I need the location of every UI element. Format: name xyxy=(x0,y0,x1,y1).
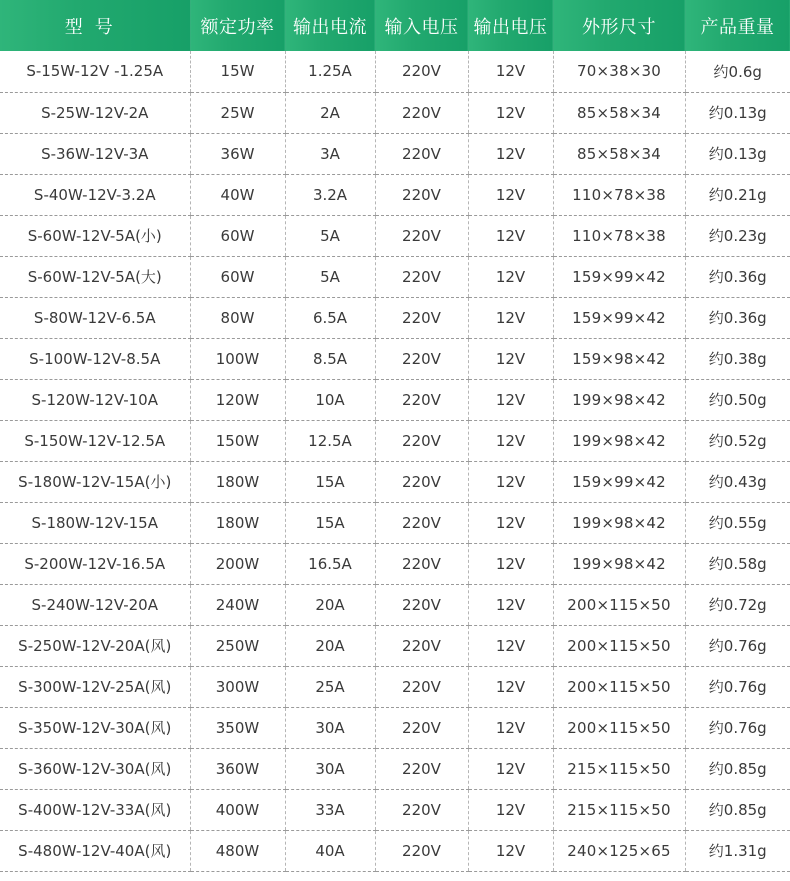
cell-output-voltage: 12V xyxy=(468,625,553,666)
table-row xyxy=(0,707,790,748)
cell-model: S-80W-12V-6.5A xyxy=(0,297,190,338)
cell-model: S-40W-12V-3.2A xyxy=(0,174,190,215)
cell-weight: 约0.76g xyxy=(685,707,790,748)
cell-input-voltage: 220V xyxy=(375,215,468,256)
cell-model: S-300W-12V-25A(风) xyxy=(0,666,190,707)
cell-model: S-100W-12V-8.5A xyxy=(0,338,190,379)
cell-output-current: 25A xyxy=(285,666,375,707)
cell-weight: 约0.58g xyxy=(685,543,790,584)
table-row xyxy=(0,461,790,502)
cell-output-voltage: 12V xyxy=(468,256,553,297)
cell-dimensions: 199×98×42 xyxy=(553,379,685,420)
cell-dimensions: 200×115×50 xyxy=(553,584,685,625)
cell-model: S-36W-12V-3A xyxy=(0,133,190,174)
cell-output-voltage: 12V xyxy=(468,51,553,92)
cell-model: S-200W-12V-16.5A xyxy=(0,543,190,584)
cell-weight: 约0.6g xyxy=(685,51,790,92)
cell-rated-power: 36W xyxy=(190,133,285,174)
cell-output-current: 30A xyxy=(285,748,375,789)
cell-model: S-400W-12V-33A(风) xyxy=(0,789,190,830)
table-row xyxy=(0,338,790,379)
cell-input-voltage: 220V xyxy=(375,420,468,461)
cell-output-voltage: 12V xyxy=(468,461,553,502)
cell-dimensions: 200×115×50 xyxy=(553,666,685,707)
table-row xyxy=(0,789,790,830)
cell-output-voltage: 12V xyxy=(468,215,553,256)
cell-output-current: 6.5A xyxy=(285,297,375,338)
cell-input-voltage: 220V xyxy=(375,789,468,830)
cell-weight: 约0.38g xyxy=(685,338,790,379)
cell-output-current: 30A xyxy=(285,707,375,748)
cell-input-voltage: 220V xyxy=(375,830,468,871)
cell-model: S-25W-12V-2A xyxy=(0,92,190,133)
cell-model: S-15W-12V -1.25A xyxy=(0,51,190,92)
cell-rated-power: 40W xyxy=(190,174,285,215)
cell-output-voltage: 12V xyxy=(468,707,553,748)
table-header xyxy=(0,0,790,51)
cell-output-voltage: 12V xyxy=(468,297,553,338)
cell-dimensions: 199×98×42 xyxy=(553,420,685,461)
header-input-voltage: 输入电压 xyxy=(375,0,468,51)
cell-output-current: 33A xyxy=(285,789,375,830)
cell-input-voltage: 220V xyxy=(375,51,468,92)
cell-weight: 约0.76g xyxy=(685,625,790,666)
cell-model: S-180W-12V-15A(小) xyxy=(0,461,190,502)
cell-dimensions: 159×98×42 xyxy=(553,338,685,379)
cell-dimensions: 85×58×34 xyxy=(553,92,685,133)
cell-output-voltage: 12V xyxy=(468,174,553,215)
table-row xyxy=(0,215,790,256)
cell-dimensions: 159×99×42 xyxy=(553,461,685,502)
cell-input-voltage: 220V xyxy=(375,133,468,174)
cell-model: S-180W-12V-15A xyxy=(0,502,190,543)
cell-rated-power: 360W xyxy=(190,748,285,789)
cell-weight: 约0.13g xyxy=(685,92,790,133)
cell-dimensions: 199×98×42 xyxy=(553,543,685,584)
cell-output-voltage: 12V xyxy=(468,502,553,543)
cell-rated-power: 120W xyxy=(190,379,285,420)
cell-input-voltage: 220V xyxy=(375,92,468,133)
header-rated-power: 额定功率 xyxy=(190,0,285,51)
cell-model: S-350W-12V-30A(风) xyxy=(0,707,190,748)
cell-dimensions: 85×58×34 xyxy=(553,133,685,174)
cell-dimensions: 200×115×50 xyxy=(553,625,685,666)
cell-weight: 约0.76g xyxy=(685,666,790,707)
table-row xyxy=(0,748,790,789)
cell-weight: 约0.85g xyxy=(685,748,790,789)
table-row xyxy=(0,174,790,215)
cell-model: S-360W-12V-30A(风) xyxy=(0,748,190,789)
cell-output-current: 40A xyxy=(285,830,375,871)
table-row xyxy=(0,297,790,338)
table-row xyxy=(0,256,790,297)
cell-dimensions: 159×99×42 xyxy=(553,297,685,338)
cell-output-voltage: 12V xyxy=(468,789,553,830)
header-model: 型号 xyxy=(0,0,190,51)
cell-dimensions: 200×115×50 xyxy=(553,707,685,748)
cell-output-current: 20A xyxy=(285,584,375,625)
cell-input-voltage: 220V xyxy=(375,461,468,502)
cell-weight: 约0.52g xyxy=(685,420,790,461)
cell-input-voltage: 220V xyxy=(375,256,468,297)
cell-rated-power: 300W xyxy=(190,666,285,707)
cell-output-voltage: 12V xyxy=(468,666,553,707)
cell-rated-power: 240W xyxy=(190,584,285,625)
table-row xyxy=(0,830,790,871)
cell-input-voltage: 220V xyxy=(375,748,468,789)
cell-output-voltage: 12V xyxy=(468,584,553,625)
cell-output-current: 8.5A xyxy=(285,338,375,379)
cell-output-current: 2A xyxy=(285,92,375,133)
cell-input-voltage: 220V xyxy=(375,338,468,379)
header-dimensions: 外形尺寸 xyxy=(553,0,685,51)
cell-input-voltage: 220V xyxy=(375,666,468,707)
cell-rated-power: 15W xyxy=(190,51,285,92)
cell-model: S-60W-12V-5A(小) xyxy=(0,215,190,256)
cell-dimensions: 110×78×38 xyxy=(553,215,685,256)
cell-output-current: 12.5A xyxy=(285,420,375,461)
cell-dimensions: 110×78×38 xyxy=(553,174,685,215)
cell-weight: 约0.13g xyxy=(685,133,790,174)
cell-output-voltage: 12V xyxy=(468,338,553,379)
cell-rated-power: 180W xyxy=(190,461,285,502)
cell-rated-power: 250W xyxy=(190,625,285,666)
cell-model: S-480W-12V-40A(风) xyxy=(0,830,190,871)
cell-output-voltage: 12V xyxy=(468,133,553,174)
cell-input-voltage: 220V xyxy=(375,707,468,748)
cell-model: S-240W-12V-20A xyxy=(0,584,190,625)
cell-output-current: 3A xyxy=(285,133,375,174)
cell-rated-power: 180W xyxy=(190,502,285,543)
cell-rated-power: 480W xyxy=(190,830,285,871)
cell-dimensions: 240×125×65 xyxy=(553,830,685,871)
cell-weight: 约1.31g xyxy=(685,830,790,871)
header-row xyxy=(0,0,790,51)
cell-model: S-120W-12V-10A xyxy=(0,379,190,420)
cell-input-voltage: 220V xyxy=(375,379,468,420)
table-row xyxy=(0,379,790,420)
table-row xyxy=(0,51,790,92)
table-row xyxy=(0,625,790,666)
cell-rated-power: 350W xyxy=(190,707,285,748)
cell-model: S-250W-12V-20A(风) xyxy=(0,625,190,666)
header-output-current: 输出电流 xyxy=(285,0,375,51)
cell-dimensions: 159×99×42 xyxy=(553,256,685,297)
cell-rated-power: 100W xyxy=(190,338,285,379)
cell-rated-power: 60W xyxy=(190,256,285,297)
table-row xyxy=(0,133,790,174)
cell-output-voltage: 12V xyxy=(468,543,553,584)
cell-input-voltage: 220V xyxy=(375,174,468,215)
table-body xyxy=(0,51,790,871)
cell-rated-power: 60W xyxy=(190,215,285,256)
cell-output-voltage: 12V xyxy=(468,379,553,420)
cell-model: S-60W-12V-5A(大) xyxy=(0,256,190,297)
table-row xyxy=(0,92,790,133)
cell-weight: 约0.72g xyxy=(685,584,790,625)
cell-output-current: 16.5A xyxy=(285,543,375,584)
header-output-voltage: 输出电压 xyxy=(468,0,553,51)
table-row xyxy=(0,666,790,707)
cell-rated-power: 400W xyxy=(190,789,285,830)
cell-weight: 约0.50g xyxy=(685,379,790,420)
cell-dimensions: 70×38×30 xyxy=(553,51,685,92)
table-row xyxy=(0,543,790,584)
cell-output-current: 1.25A xyxy=(285,51,375,92)
cell-weight: 约0.85g xyxy=(685,789,790,830)
cell-input-voltage: 220V xyxy=(375,625,468,666)
cell-dimensions: 215×115×50 xyxy=(553,748,685,789)
cell-output-current: 10A xyxy=(285,379,375,420)
cell-dimensions: 199×98×42 xyxy=(553,502,685,543)
cell-weight: 约0.36g xyxy=(685,256,790,297)
cell-input-voltage: 220V xyxy=(375,584,468,625)
cell-output-voltage: 12V xyxy=(468,92,553,133)
cell-weight: 约0.21g xyxy=(685,174,790,215)
cell-output-voltage: 12V xyxy=(468,748,553,789)
cell-input-voltage: 220V xyxy=(375,502,468,543)
header-weight: 产品重量 xyxy=(685,0,790,51)
cell-rated-power: 80W xyxy=(190,297,285,338)
cell-input-voltage: 220V xyxy=(375,297,468,338)
cell-dimensions: 215×115×50 xyxy=(553,789,685,830)
cell-rated-power: 25W xyxy=(190,92,285,133)
cell-output-current: 15A xyxy=(285,461,375,502)
cell-rated-power: 150W xyxy=(190,420,285,461)
cell-output-current: 5A xyxy=(285,256,375,297)
cell-rated-power: 200W xyxy=(190,543,285,584)
cell-output-voltage: 12V xyxy=(468,420,553,461)
cell-model: S-150W-12V-12.5A xyxy=(0,420,190,461)
table-row xyxy=(0,584,790,625)
cell-output-voltage: 12V xyxy=(468,830,553,871)
cell-output-current: 3.2A xyxy=(285,174,375,215)
cell-output-current: 5A xyxy=(285,215,375,256)
cell-output-current: 15A xyxy=(285,502,375,543)
cell-weight: 约0.36g xyxy=(685,297,790,338)
cell-weight: 约0.55g xyxy=(685,502,790,543)
table-row xyxy=(0,502,790,543)
cell-output-current: 20A xyxy=(285,625,375,666)
table-row xyxy=(0,420,790,461)
cell-weight: 约0.23g xyxy=(685,215,790,256)
cell-input-voltage: 220V xyxy=(375,543,468,584)
cell-weight: 约0.43g xyxy=(685,461,790,502)
